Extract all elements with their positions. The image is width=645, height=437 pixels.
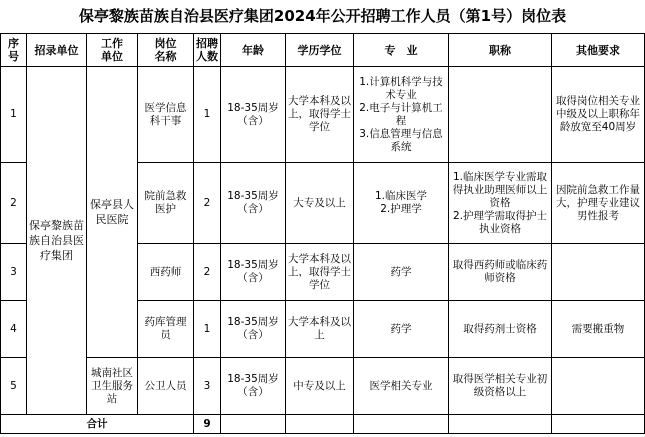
cell-title: 取得西药师或临床药师资格 (449, 244, 552, 301)
header-count: 招聘 人数 (194, 34, 221, 67)
header-other: 其他要求 (552, 34, 645, 67)
cell-post: 医学信息科干事 (138, 67, 194, 163)
page-title: 保亭黎族苗族自治县医疗集团2024年公开招聘工作人员（第1号）岗位表 (78, 7, 567, 25)
header-edu: 学历学位 (286, 34, 354, 67)
total-row (1, 415, 645, 434)
cell-edu: 中专及以上 (286, 358, 354, 415)
total-label: 合计 (1, 415, 194, 434)
cell-age: 18-35周岁（含） (221, 163, 286, 244)
cell-title: 1.临床医学专业需取得执业助理医师以上资格 2.护理学需取得护士执业资格 (449, 163, 552, 244)
cell-count: 1 (194, 301, 221, 358)
header-unit: 招录单位 (27, 34, 87, 67)
cell-other (552, 358, 645, 415)
cell-seq: 4 (1, 301, 27, 358)
cell-other: 因院前急救工作量大，护理专业建议男性报考 (552, 163, 645, 244)
header-age: 年龄 (221, 34, 286, 67)
cell-other (552, 244, 645, 301)
cell-title: 取得医学相关专业初级资格以上 (449, 358, 552, 415)
cell-edu: 大学本科及以上，取得学士学位 (286, 67, 354, 163)
cell-post: 药库管理员 (138, 301, 194, 358)
cell-major: 医学相关专业 (354, 358, 449, 415)
table-header-row (1, 34, 645, 67)
cell-seq: 2 (1, 163, 27, 244)
cell-count: 2 (194, 163, 221, 244)
cell-title: 取得药剂士资格 (449, 301, 552, 358)
cell-count: 2 (194, 244, 221, 301)
cell-edu: 大学本科及以上 (286, 301, 354, 358)
cell-age: 18-35周岁（含） (221, 301, 286, 358)
cell-other: 取得岗位相关专业中级及以上职称年龄放宽至40周岁 (552, 67, 645, 163)
cell-post: 院前急救医护 (138, 163, 194, 244)
cell-post: 公卫人员 (138, 358, 194, 415)
total-count: 9 (194, 415, 221, 434)
cell-seq: 3 (1, 244, 27, 301)
cell-major: 1.临床医学 2.护理学 (354, 163, 449, 244)
cell-org-unit: 保亭黎族苗族自治县医疗集团 (27, 67, 87, 415)
header-work-unit: 工作 单位 (87, 34, 138, 67)
cell-count: 1 (194, 67, 221, 163)
header-title: 职称 (449, 34, 552, 67)
cell-major: 药学 (354, 244, 449, 301)
cell-age: 18-35周岁（含） (221, 358, 286, 415)
header-post: 岗位 名称 (138, 34, 194, 67)
cell-major: 药学 (354, 301, 449, 358)
table-row (1, 358, 645, 415)
recruitment-table (0, 33, 645, 434)
cell-age: 18-35周岁（含） (221, 67, 286, 163)
cell-work-unit: 城南社区卫生服务站 (87, 358, 138, 415)
cell-edu: 大专及以上 (286, 163, 354, 244)
table-row (1, 67, 645, 163)
cell-seq: 5 (1, 358, 27, 415)
cell-count: 3 (194, 358, 221, 415)
cell-age: 18-35周岁（含） (221, 244, 286, 301)
header-major: 专 业 (354, 34, 449, 67)
cell-major: 1.计算机科学与技术专业 2.电子与计算机工程 3.信息管理与信息系统 (354, 67, 449, 163)
cell-edu: 大学本科及以上，取得学士学位 (286, 244, 354, 301)
cell-title (449, 67, 552, 163)
cell-other: 需要搬重物 (552, 301, 645, 358)
cell-work-unit: 保亭县人民医院 (87, 67, 138, 358)
cell-post: 西药师 (138, 244, 194, 301)
cell-seq: 1 (1, 67, 27, 163)
header-seq: 序号 (1, 34, 27, 67)
